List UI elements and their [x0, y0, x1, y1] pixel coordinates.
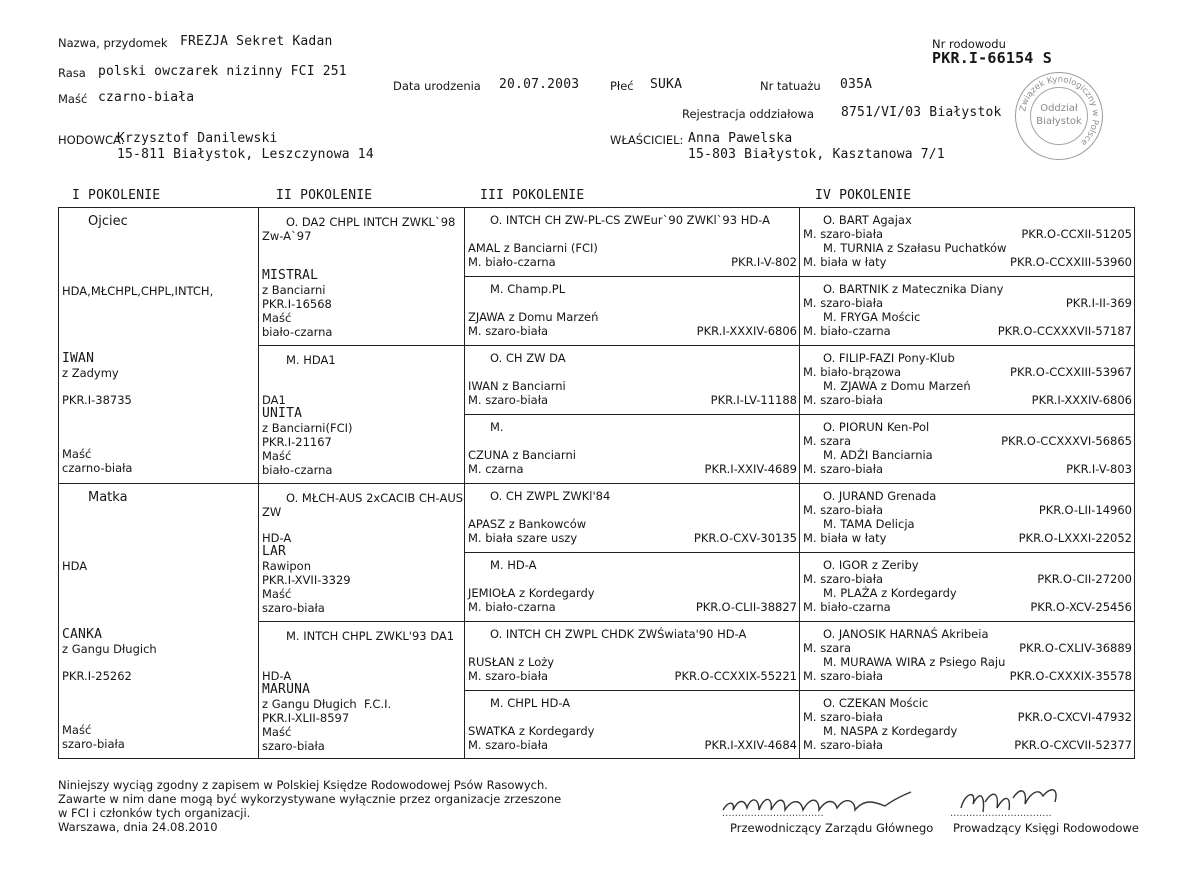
- gen2-kennel: z Gangu Długich F.C.I.: [262, 697, 392, 711]
- breeder-name: Krzysztof Danilewski: [117, 131, 278, 146]
- pedigree-text: PKR.I-XXXIV-6806: [1031, 393, 1132, 407]
- pedigree-color-reg-row: [803, 503, 1132, 517]
- pedigree-text: M. biało-brązowa: [803, 365, 902, 379]
- pedigree-text: O. CZEKAN Mościc: [823, 696, 929, 710]
- pedigree-text: M. szaro-biała: [803, 296, 884, 310]
- pedigree-text: O. PIORUN Ken-Pol: [823, 420, 930, 434]
- pedigree-table: [58, 207, 1135, 759]
- gen2-reg: PKR.I-XVII-3329: [262, 573, 351, 587]
- pedigree-text: O. BART Agajax: [823, 213, 912, 227]
- pedigree-text: M. szara: [803, 641, 852, 655]
- gen2-cell: [262, 483, 462, 621]
- pedigree-text: PKR.I-XXXIV-6806: [696, 324, 797, 338]
- pedigree-text: M. TURNIA z Szałasu Puchatków: [823, 241, 1007, 255]
- pedigree-color-reg-row: [803, 255, 1132, 269]
- pedigree-text: O. INTCH CH ZW-PL-CS ZWEur`90 ZWKl`93 HD-A: [490, 213, 770, 227]
- gen2-name: LAR: [262, 544, 287, 559]
- pedigree-text: PKR.I-V-803: [1066, 462, 1132, 476]
- registrar-title: Prowadzący Księgi Rodowodowe: [953, 821, 1139, 835]
- dam-reg: PKR.I-25262: [62, 669, 132, 683]
- dam-titles: HDA: [62, 559, 88, 573]
- footer-line-2: Zawarte w nim dane mogą być wykorzystywane wyłącznie przez organizacje zrzeszone: [58, 792, 562, 806]
- generation-header-1: I POKOLENIE: [72, 188, 161, 203]
- stamp-center-line1: Oddział: [1040, 103, 1078, 114]
- dam-name: CANKA: [62, 627, 103, 642]
- pedigree-number-label: Nr rodowodu: [932, 37, 1006, 51]
- color-value: czarno-biała: [98, 90, 195, 105]
- pedigree-text: AMAL z Banciarni (FCI): [468, 241, 598, 255]
- gen3-cell: [468, 690, 797, 759]
- dob-label: Data urodzenia: [393, 79, 481, 93]
- gen2-kennel: Rawipon: [262, 559, 312, 573]
- pedigree-color-reg-row: [468, 255, 797, 269]
- gen3-cell: [468, 207, 797, 276]
- generation-header-3: III POKOLENIE: [480, 188, 585, 203]
- generation-header-4: IV POKOLENIE: [815, 188, 912, 203]
- pedigree-color-reg-row: [803, 227, 1132, 241]
- pedigree-text: PKR.O-CCXXXVI-56865: [1001, 434, 1132, 448]
- gen4-cell: [803, 621, 1132, 690]
- pedigree-color-reg-row: [803, 296, 1132, 310]
- gen2-kennel: z Banciarni(FCI): [262, 421, 353, 435]
- pedigree-color-reg-row: [803, 365, 1132, 379]
- pedigree-text: PKR.I-II-369: [1065, 296, 1132, 310]
- sire-color: czarno-biała: [62, 461, 133, 475]
- gen2-titles: M. HDA1: [286, 353, 336, 367]
- footer-line-3: w FCI i członków tych organizacji.: [58, 806, 251, 820]
- registrar-dots: ................................: [950, 808, 1052, 819]
- pedigree-color-reg-row: [803, 531, 1132, 545]
- pedigree-text: M. biało-czarna: [803, 324, 891, 338]
- pedigree-text: M. PLAŻA z Kordegardy: [823, 586, 957, 600]
- gen2-name: MISTRAL: [262, 268, 319, 283]
- pedigree-color-reg-row: [803, 434, 1132, 448]
- pedigree-color-reg-row: [468, 462, 797, 476]
- pedigree-text: PKR.O-CCXXIX-55221: [674, 669, 797, 683]
- pedigree-text: O. CH ZW DA: [490, 351, 566, 365]
- pedigree-text: M. szaro-biała: [803, 393, 884, 407]
- gen2-cell: [262, 621, 462, 759]
- gen3-cell: [468, 414, 797, 483]
- pedigree-text: CZUNA z Banciarni: [468, 448, 576, 462]
- pedigree-text: M.: [490, 420, 504, 434]
- pedigree-text: O. JANOSIK HARNAŚ Akribeia: [823, 627, 989, 641]
- pedigree-text: M. szaro-biała: [803, 503, 884, 517]
- sire-role: Ojciec: [88, 214, 128, 229]
- sire-color-label: Maść: [62, 447, 92, 461]
- pedigree-color-reg-row: [803, 641, 1132, 655]
- tattoo-value: 035A: [840, 77, 873, 92]
- pedigree-text: M. szara: [803, 434, 852, 448]
- pedigree-color-reg-row: [803, 600, 1132, 614]
- sire-titles: HDA,MŁCHPL,CHPL,INTCH,: [62, 284, 214, 298]
- dam-role: Matka: [88, 490, 128, 505]
- gen3-cell: [468, 552, 797, 621]
- pedigree-text: PKR.O-CXCVI-47932: [1017, 710, 1132, 724]
- gen2-reg: PKR.I-16568: [262, 297, 332, 311]
- pedigree-text: M. biała w łaty: [803, 531, 887, 545]
- pedigree-text: M. NASPA z Kordegardy: [823, 724, 958, 738]
- gen2-name: UNITA: [262, 406, 303, 421]
- footer-line-1: Niniejszy wyciąg zgodny z zapisem w Polskiej Księdze Rodowodowej Psów Rasowych.: [58, 778, 548, 792]
- name-value: FREZJA Sekret Kadan: [180, 34, 333, 49]
- pedigree-text: O. BARTNIK z Matecznika Diany: [823, 282, 1004, 296]
- gen2-color: szaro-biała: [262, 739, 325, 753]
- gen2-cell: [262, 207, 462, 345]
- pedigree-text: O. IGOR z Zeriby: [823, 558, 919, 572]
- owner-name: Anna Pawelska: [688, 131, 793, 146]
- pedigree-text: M. szaro-biała: [468, 738, 549, 752]
- registration-value: 8751/VI/03 Białystok: [841, 105, 1002, 120]
- gen2-titles-2: DA1: [262, 393, 286, 407]
- tattoo-label: Nr tatuażu: [760, 79, 821, 93]
- sire-name: IWAN: [62, 351, 95, 366]
- gen2-color: biało-czarna: [262, 325, 333, 339]
- gen3-cell: [468, 621, 797, 690]
- gen2-titles-3: HD-A: [262, 531, 292, 545]
- owner-address: 15-803 Białystok, Kasztanowa 7/1: [688, 147, 945, 162]
- pedigree-text: PKR.O-XCV-25456: [1030, 600, 1132, 614]
- gen2-reg: PKR.I-21167: [262, 435, 332, 449]
- pedigree-color-reg-row: [803, 462, 1132, 476]
- pedigree-text: JEMIOŁA z Kordegardy: [468, 586, 595, 600]
- pedigree-text: PKR.O-CXXXIX-35578: [1009, 669, 1132, 683]
- pedigree-text: PKR.I-XXIV-4689: [704, 462, 797, 476]
- pedigree-text: PKR.O-LXXXI-22052: [1018, 531, 1132, 545]
- breed-label: Rasa: [58, 66, 86, 80]
- pedigree-text: PKR.I-XXIV-4684: [704, 738, 797, 752]
- pedigree-text: PKR.O-CCXII-51205: [1021, 227, 1132, 241]
- pedigree-color-reg-row: [803, 710, 1132, 724]
- pedigree-text: M. szaro-biała: [803, 710, 884, 724]
- breed-value: polski owczarek nizinny FCI 251: [98, 64, 347, 79]
- pedigree-color-reg-row: [803, 393, 1132, 407]
- pedigree-text: PKR.O-CLII-38827: [695, 600, 797, 614]
- pedigree-color-reg-row: [468, 669, 797, 683]
- pedigree-text: M. szaro-biała: [468, 324, 549, 338]
- stamp-ring-text: Związek Kynologiczny w Polsce: [1018, 74, 1101, 148]
- pedigree-color-reg-row: [803, 572, 1132, 586]
- gen4-cell: [803, 483, 1132, 552]
- footer-place-date: Warszawa, dnia 24.08.2010: [58, 820, 218, 834]
- pedigree-text: PKR.O-CXV-30135: [693, 531, 797, 545]
- pedigree-color-reg-row: [468, 738, 797, 752]
- breeder-label: HODOWCA:: [58, 133, 125, 147]
- gen3-cell: [468, 345, 797, 414]
- pedigree-text: M. szaro-biała: [803, 669, 884, 683]
- sex-label: Płeć: [610, 79, 634, 93]
- gen4-cell: [803, 414, 1132, 483]
- gen3-cell: [468, 276, 797, 345]
- gen4-cell: [803, 276, 1132, 345]
- sex-value: SUKA: [650, 77, 683, 92]
- pedigree-text: PKR.O-CXCVII-52377: [1014, 738, 1132, 752]
- pedigree-text: M. ADŻI Banciarnia: [823, 448, 933, 462]
- pedigree-color-reg-row: [803, 669, 1132, 683]
- pedigree-color-reg-row: [468, 324, 797, 338]
- pedigree-text: M. TAMA Delicja: [823, 517, 915, 531]
- pedigree-text: M. ZJAWA z Domu Marzeń: [823, 379, 971, 393]
- pedigree-text: PKR.O-CCXXIII-53967: [1010, 365, 1132, 379]
- dob-value: 20.07.2003: [499, 77, 580, 92]
- pedigree-text: ZJAWA z Domu Marzeń: [468, 310, 599, 324]
- pedigree-text: M. czarna: [468, 462, 524, 476]
- gen2-titles: M. INTCH CHPL ZWKL'93 DA1: [286, 629, 455, 643]
- pedigree-text: PKR.O-CCXXIII-53960: [1010, 255, 1132, 269]
- owner-label: WŁAŚCICIEL:: [610, 133, 684, 147]
- pedigree-text: M. szaro-biała: [468, 669, 549, 683]
- pedigree-text: O. INTCH CH ZWPL CHDK ZWŚwiata'90 HD-A: [490, 627, 747, 641]
- breeder-address: 15-811 Białystok, Leszczynowa 14: [117, 147, 374, 162]
- sire-reg: PKR.I-38735: [62, 393, 132, 407]
- gen2-color-label: Maść: [262, 311, 292, 325]
- pedigree-color-reg-row: [468, 600, 797, 614]
- chairman-dots: ................................: [722, 808, 824, 819]
- gen2-titles-2: ZW: [262, 505, 282, 519]
- chairman-title: Przewodniczący Zarządu Głównego: [730, 821, 934, 835]
- pedigree-text: M. biało-czarna: [468, 600, 556, 614]
- pedigree-text: PKR.O-CCXXXVII-57187: [997, 324, 1132, 338]
- pedigree-text: SWATKA z Kordegardy: [468, 724, 595, 738]
- gen2-color: szaro-biała: [262, 601, 325, 615]
- pedigree-text: PKR.I-V-802: [731, 255, 797, 269]
- gen2-color-label: Maść: [262, 725, 292, 739]
- stamp-center-line2: Białystok: [1036, 116, 1082, 127]
- pedigree-text: M. biało-czarna: [803, 600, 891, 614]
- pedigree-color-reg-row: [468, 531, 797, 545]
- gen2-titles: O. DA2 CHPL INTCH ZWKL`98: [286, 215, 456, 229]
- sire-kennel: z Zadymy: [62, 366, 119, 380]
- pedigree-text: PKR.O-LII-14960: [1038, 503, 1132, 517]
- pedigree-text: PKR.I-LV-11188: [710, 393, 797, 407]
- pedigree-text: O. JURAND Grenada: [823, 489, 937, 503]
- pedigree-text: M. szaro-biała: [803, 738, 884, 752]
- name-label: Nazwa, przydomek: [58, 36, 168, 50]
- pedigree-text: M. Champ.PL: [490, 282, 566, 296]
- dam-cell: [62, 483, 256, 759]
- dam-kennel: z Gangu Długich: [62, 642, 157, 656]
- pedigree-text: O. FILIP-FAZI Pony-Klub: [823, 351, 955, 365]
- gen2-titles: O. MŁCH-AUS 2xCACIB CH-AUS: [286, 491, 464, 505]
- gen2-color-label: Maść: [262, 587, 292, 601]
- pedigree-number-value: PKR.I-66154 S: [932, 49, 1052, 67]
- pedigree-color-reg-row: [803, 324, 1132, 338]
- pedigree-text: PKR.O-CII-27200: [1037, 572, 1132, 586]
- pedigree-text: M. biało-czarna: [468, 255, 556, 269]
- pedigree-text: O. CH ZWPL ZWKl'84: [490, 489, 611, 503]
- gen2-titles-2: HD-A: [262, 669, 292, 683]
- registration-label: Rejestracja oddziałowa: [682, 107, 814, 121]
- color-label: Maść: [58, 92, 88, 106]
- pedigree-text: M. szaro-biała: [468, 393, 549, 407]
- kennel-club-stamp: [1015, 72, 1103, 160]
- gen2-reg: PKR.I-XLII-8597: [262, 711, 350, 725]
- pedigree-text: M. szaro-biała: [803, 227, 884, 241]
- pedigree-text: RUSŁAN z Loży: [468, 655, 555, 669]
- dam-color-label: Maść: [62, 723, 92, 737]
- gen2-titles-2: Zw-A`97: [262, 229, 312, 243]
- pedigree-text: M. FRYGA Mościc: [823, 310, 921, 324]
- pedigree-text: M. szaro-biała: [803, 462, 884, 476]
- pedigree-text: M. biała szare uszy: [468, 531, 578, 545]
- gen4-cell: [803, 345, 1132, 414]
- pedigree-text: PKR.O-CXLIV-36889: [1019, 641, 1132, 655]
- pedigree-text: M. szaro-biała: [803, 572, 884, 586]
- pedigree-text: M. CHPL HD-A: [490, 696, 571, 710]
- gen2-kennel: z Banciarni: [262, 283, 326, 297]
- pedigree-color-reg-row: [803, 738, 1132, 752]
- sire-cell: [62, 207, 256, 483]
- gen4-cell: [803, 207, 1132, 276]
- pedigree-text: APASZ z Bankowców: [468, 517, 587, 531]
- gen2-name: MARUNA: [262, 682, 311, 697]
- gen2-color: biało-czarna: [262, 463, 333, 477]
- gen2-cell: [262, 345, 462, 483]
- pedigree-text: M. HD-A: [490, 558, 537, 572]
- dam-color: szaro-biała: [62, 737, 125, 751]
- pedigree-text: M. biała w łaty: [803, 255, 887, 269]
- pedigree-color-reg-row: [468, 393, 797, 407]
- pedigree-text: IWAN z Banciarni: [468, 379, 566, 393]
- gen4-cell: [803, 690, 1132, 759]
- generation-header-2: II POKOLENIE: [276, 188, 373, 203]
- gen2-color-label: Maść: [262, 449, 292, 463]
- pedigree-text: M. MURAWA WIRA z Psiego Raju: [823, 655, 1006, 669]
- gen3-cell: [468, 483, 797, 552]
- gen4-cell: [803, 552, 1132, 621]
